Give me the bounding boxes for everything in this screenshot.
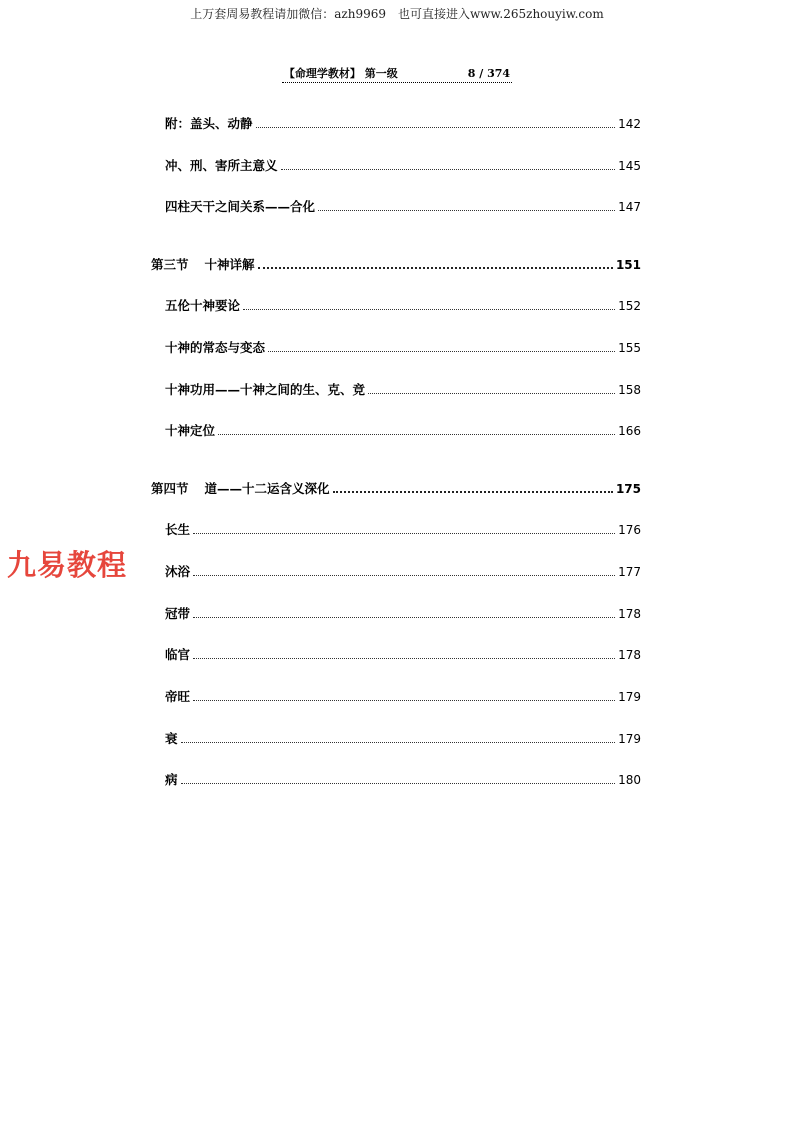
top-banner bbox=[0, 5, 794, 22]
toc-entry[interactable] bbox=[165, 198, 641, 216]
toc-entry-page: 180 bbox=[618, 773, 641, 787]
toc-entry-page: 145 bbox=[618, 159, 641, 173]
toc-leader bbox=[243, 309, 615, 310]
toc-leader bbox=[181, 783, 616, 784]
toc-leader bbox=[193, 533, 615, 534]
toc-entry-page: 179 bbox=[618, 732, 641, 746]
toc-entry[interactable] bbox=[165, 688, 641, 706]
toc-leader bbox=[333, 491, 613, 493]
watermark: 九易教程 bbox=[7, 548, 128, 582]
toc-entry-page: 176 bbox=[618, 523, 641, 537]
toc-leader bbox=[318, 210, 615, 211]
toc-entry[interactable] bbox=[165, 730, 641, 748]
toc-leader bbox=[193, 658, 615, 659]
toc-entry-title: 病 bbox=[165, 772, 178, 787]
page-header bbox=[0, 65, 794, 83]
toc-entry[interactable] bbox=[165, 605, 641, 623]
toc-entry-title: 临官 bbox=[165, 647, 191, 662]
toc-entry[interactable] bbox=[165, 521, 641, 539]
toc-entry[interactable] bbox=[165, 339, 641, 357]
toc-entry[interactable] bbox=[165, 297, 641, 315]
toc-section-number: 第三节 bbox=[151, 257, 189, 272]
toc-entry-title: 衰 bbox=[165, 731, 178, 746]
toc-entry-title: 十神的常态与变态 bbox=[165, 340, 266, 355]
toc-entry-title: 长生 bbox=[165, 522, 191, 537]
header-page-number: 8 / 374 bbox=[467, 67, 511, 80]
toc-section-entry[interactable] bbox=[151, 256, 641, 274]
toc-entry[interactable] bbox=[165, 422, 641, 440]
toc-entry-page: 178 bbox=[618, 648, 641, 662]
toc-entry-title: 附：盖头、动静 bbox=[165, 116, 253, 131]
toc-entry-page: 142 bbox=[618, 117, 641, 131]
toc-leader bbox=[281, 169, 616, 170]
toc-entry-page: 166 bbox=[618, 424, 641, 438]
toc-entry-page: 151 bbox=[615, 258, 641, 272]
toc-entry-page: 158 bbox=[618, 383, 641, 397]
toc-leader bbox=[181, 742, 616, 743]
toc-entry[interactable] bbox=[165, 381, 641, 399]
toc-leader bbox=[193, 575, 615, 576]
toc-entry-page: 179 bbox=[618, 690, 641, 704]
header-title: 【命理学教材】 第一级 bbox=[283, 67, 398, 80]
toc-entry[interactable] bbox=[165, 115, 641, 133]
toc-leader bbox=[268, 351, 615, 352]
toc-leader bbox=[193, 617, 615, 618]
toc-entry-title: 十神定位 bbox=[165, 423, 216, 438]
banner-text-wechat: 上万套周易教程请加微信：azh9969 bbox=[190, 7, 387, 21]
toc-entry-title: 冲、刑、害所主意义 bbox=[165, 158, 278, 173]
toc-entry-page: 178 bbox=[618, 607, 641, 621]
toc-entry-title: 道——十二运含义深化 bbox=[204, 481, 330, 496]
toc-leader bbox=[193, 700, 615, 701]
toc-leader bbox=[256, 127, 616, 128]
toc-entry-title: 帝旺 bbox=[165, 689, 191, 704]
toc-entry[interactable] bbox=[165, 157, 641, 175]
toc-entry-title: 十神功用——十神之间的生、克、竞 bbox=[165, 382, 366, 397]
toc-section-number: 第四节 bbox=[151, 481, 189, 496]
toc-entry-title: 五伦十神要论 bbox=[165, 298, 241, 313]
toc-entry-title: 十神详解 bbox=[204, 257, 255, 272]
toc-entry[interactable] bbox=[165, 646, 641, 664]
toc-entry[interactable] bbox=[165, 563, 641, 581]
toc-entry-page: 152 bbox=[618, 299, 641, 313]
toc-section-entry[interactable] bbox=[151, 480, 641, 498]
toc-entry-page: 177 bbox=[618, 565, 641, 579]
toc-leader bbox=[258, 267, 613, 269]
toc-entry-title: 沐浴 bbox=[165, 564, 191, 579]
toc-entry-page: 155 bbox=[618, 341, 641, 355]
toc-entry-page: 147 bbox=[618, 200, 641, 214]
toc-entry-page: 175 bbox=[615, 482, 641, 496]
toc-leader bbox=[218, 434, 615, 435]
toc-entry[interactable] bbox=[165, 771, 641, 789]
toc-entry-title: 四柱天干之间关系——合化 bbox=[165, 199, 316, 214]
toc-entry-title: 冠带 bbox=[165, 606, 191, 621]
banner-text-website: 也可直接进入www.265zhouyiw.com bbox=[398, 7, 604, 21]
toc-leader bbox=[368, 393, 615, 394]
